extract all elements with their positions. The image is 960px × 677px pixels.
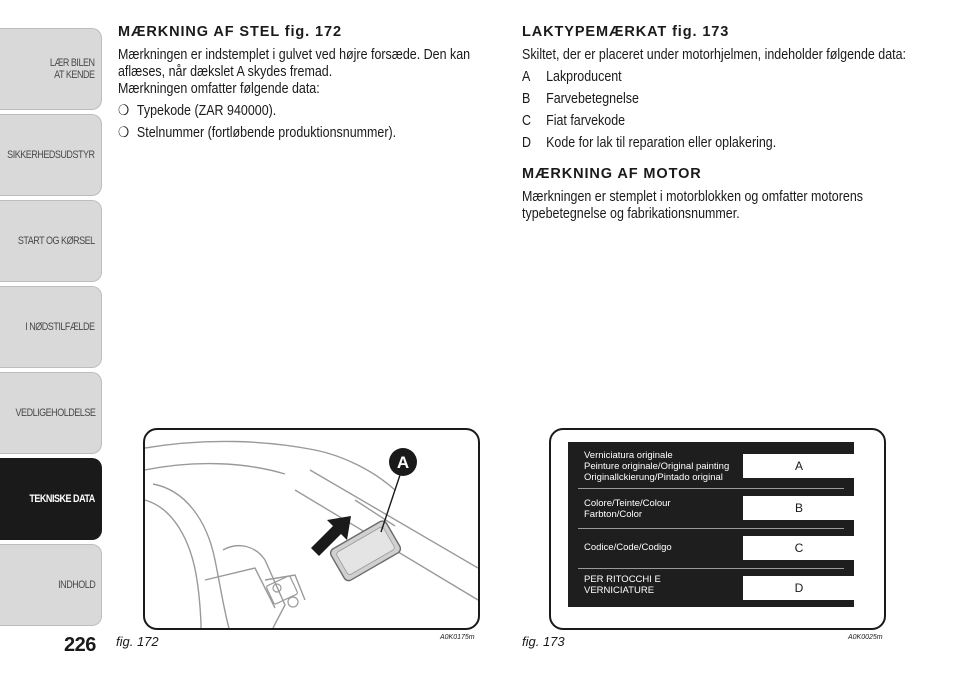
list-item bbox=[522, 69, 917, 86]
bullet-circle-icon: ❍ bbox=[118, 125, 130, 141]
paint-label-plate bbox=[568, 442, 854, 607]
list-item-text: Kode for lak til reparation eller oplakering. bbox=[546, 135, 777, 151]
paragraph: Mærkningen er stemplet i motorblokken og omfatter motorens typebetegnelse og fabrikationsnummer. bbox=[522, 189, 864, 222]
figure-code: A0K0025m bbox=[848, 634, 883, 641]
paragraph: Mærkningen er indstemplet i gulvet ved højre forsæde. Den kan aflæses, når dækslet A skydes fremad. bbox=[118, 47, 471, 80]
tab-tekniske-data[interactable] bbox=[0, 458, 102, 540]
list-item-text: Fiat farvekode bbox=[546, 113, 626, 129]
callout-label: A bbox=[396, 453, 410, 472]
plate-divider bbox=[578, 528, 844, 529]
list-item bbox=[118, 103, 509, 120]
list-item-text: Lakproducent bbox=[546, 69, 622, 85]
list-item bbox=[118, 125, 509, 142]
list-letter: A bbox=[522, 69, 531, 85]
plate-field-box: D bbox=[743, 576, 855, 600]
tab-label: TEKNISKE DATA bbox=[29, 493, 95, 505]
plate-divider bbox=[578, 488, 844, 489]
plate-field-box: B bbox=[743, 496, 855, 520]
figure-173-paint-label bbox=[549, 428, 886, 630]
tab-indhold[interactable] bbox=[0, 544, 102, 626]
list-item-text: Stelnummer (fortløbende produktionsnummer). bbox=[136, 125, 397, 141]
tab-label: VEDLIGEHOLDELSE bbox=[15, 407, 95, 419]
list-letter: D bbox=[522, 135, 532, 151]
plate-row-text: Verniciatura originale Peinture originale/Original painting Originallckierung/Pintado original bbox=[584, 450, 730, 483]
figure-caption: fig. 173 bbox=[522, 634, 565, 649]
plate-row-text: Colore/Teinte/Colour Farbton/Color bbox=[584, 498, 671, 520]
section-heading-engine-marking: MÆRKNING AF MOTOR bbox=[522, 166, 702, 182]
figure-172-frame-marking bbox=[143, 428, 480, 630]
plate-field-box: C bbox=[743, 536, 855, 560]
figure-caption: fig. 172 bbox=[116, 634, 159, 649]
paragraph: Mærkningen omfatter følgende data: bbox=[118, 81, 320, 97]
section-heading-frame-marking: MÆRKNING AF STEL fig. 172 bbox=[118, 24, 342, 40]
tab-start-og-korsel[interactable] bbox=[0, 200, 102, 282]
left-column bbox=[118, 24, 510, 142]
list-item-text: Farvebetegnelse bbox=[546, 91, 639, 107]
list-item-text: Typekode (ZAR 940000). bbox=[136, 103, 277, 119]
plate-divider bbox=[578, 568, 844, 569]
tab-label: INDHOLD bbox=[57, 579, 95, 591]
list-item bbox=[522, 91, 917, 108]
tab-label: SIKKERHEDSUDSTYR bbox=[7, 149, 95, 161]
bullet-circle-icon: ❍ bbox=[118, 103, 130, 119]
plate-field-box: A bbox=[743, 454, 855, 478]
tab-vedligeholdelse[interactable] bbox=[0, 372, 102, 454]
figure-code: A0K0175m bbox=[440, 634, 475, 641]
section-heading-paint-label: LAKTYPEMÆRKAT fig. 173 bbox=[522, 24, 730, 40]
tab-i-nodstilfaelde[interactable] bbox=[0, 286, 102, 368]
tab-sikkerhedsudstyr[interactable] bbox=[0, 114, 102, 196]
list-letter: C bbox=[522, 113, 532, 129]
list-item bbox=[522, 113, 917, 130]
frame-marking-illustration bbox=[145, 430, 478, 628]
plate-row-text: PER RITOCCHI E VERNICIATURE bbox=[584, 574, 661, 596]
tab-laer-bilen-at-kende[interactable] bbox=[0, 28, 102, 110]
page-number: 226 bbox=[64, 634, 96, 656]
paragraph: Skiltet, der er placeret under motorhjelmen, indeholder følgende data: bbox=[522, 47, 907, 63]
list-letter: B bbox=[522, 91, 531, 107]
right-column bbox=[522, 24, 918, 223]
list-item bbox=[522, 135, 917, 152]
tab-label: LÆR BILEN AT KENDE bbox=[50, 57, 95, 81]
tab-label: I NØDSTILFÆLDE bbox=[25, 321, 95, 333]
tab-label: START OG KØRSEL bbox=[18, 235, 95, 247]
plate-row-text: Codice/Code/Codigo bbox=[584, 542, 672, 553]
